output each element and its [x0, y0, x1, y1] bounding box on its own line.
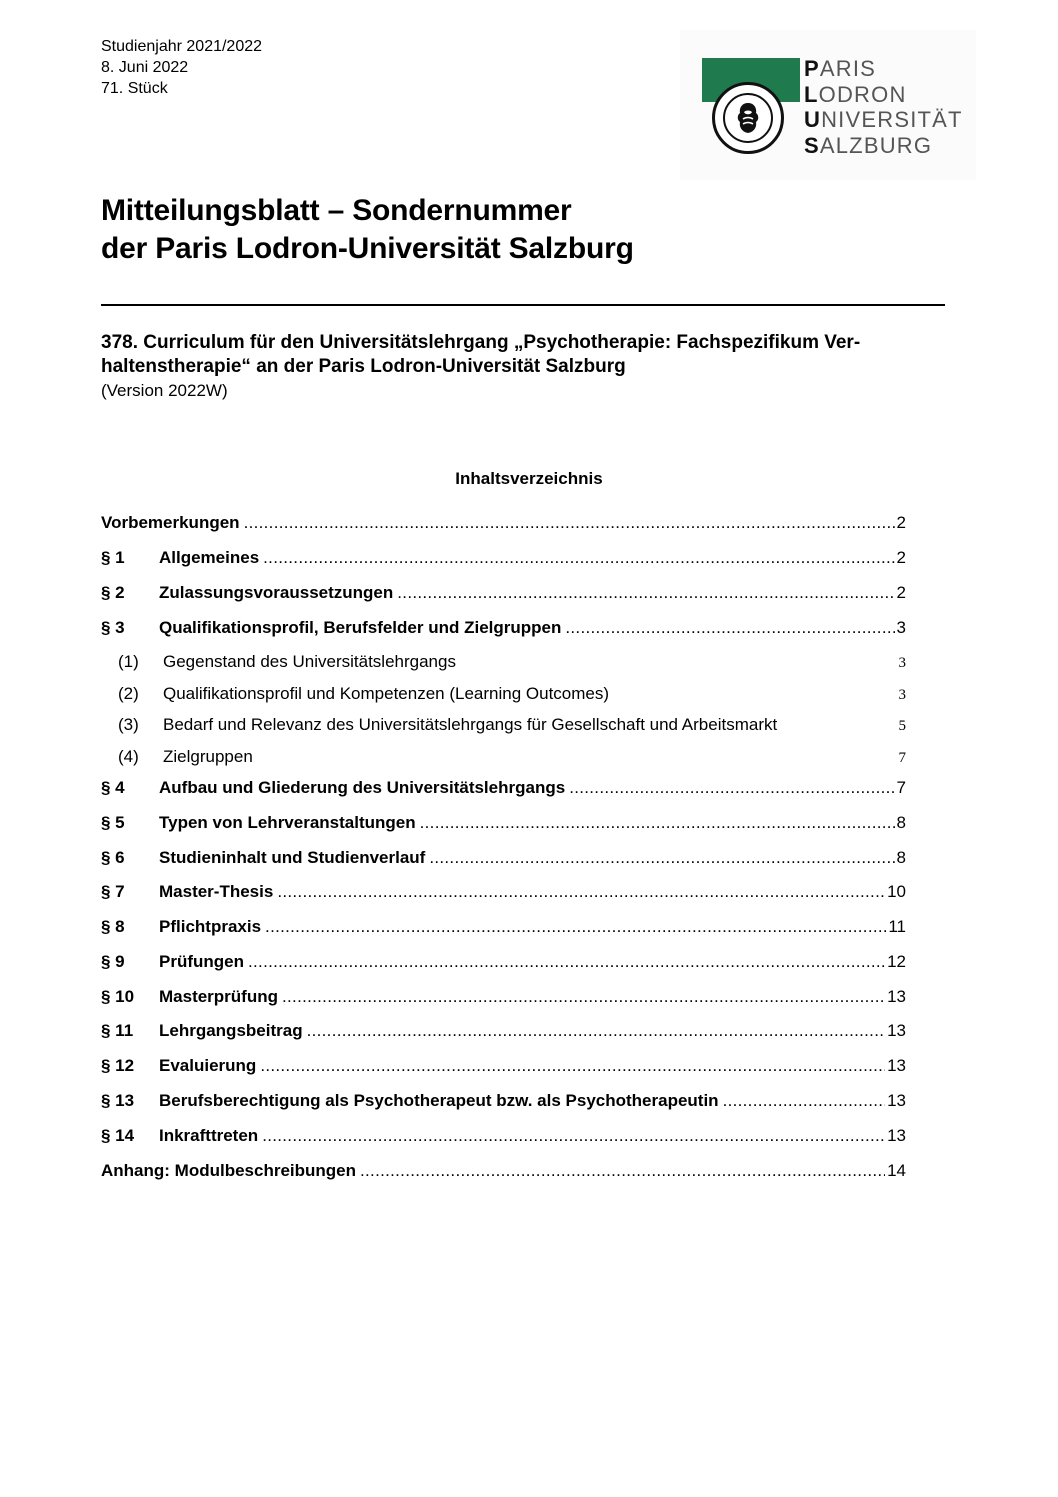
toc-heading: Inhaltsverzeichnis	[455, 469, 603, 488]
lion-icon	[732, 100, 764, 136]
toc-entry[interactable]: § 14 Inkrafttreten ..... 13	[101, 1126, 906, 1146]
toc-subentry[interactable]: (3) Bedarf und Relevanz des Universitätslehrgangs für Gesellschaft und Arbeitsmarkt 5	[118, 715, 906, 734]
toc-entry[interactable]: § 4 Aufbau und Gliederung des Universitätslehrgangs ..... 7	[101, 778, 906, 798]
toc-entry[interactable]: § 3 Qualifikationsprofil, Berufsfelder und Zielgruppen ..... 3	[101, 618, 906, 638]
toc-entry[interactable]: Vorbemerkungen ..... 2	[101, 513, 906, 533]
document-subtitle	[101, 331, 961, 403]
subtitle-line-1: 378. Curriculum für den Universitätslehrgang „Psychotherapie: Fachspezifikum Ver-	[101, 332, 861, 353]
toc-subentry[interactable]: (2) Qualifikationsprofil und Kompetenzen (Learning Outcomes) 3	[118, 684, 906, 703]
toc-entry[interactable]: § 8 Pflichtpraxis ..... 11	[101, 917, 906, 937]
university-logo	[680, 30, 976, 180]
toc-entry[interactable]: § 5 Typen von Lehrveranstaltungen ..... 8	[101, 813, 906, 833]
toc-subentry[interactable]: (4) Zielgruppen 7	[118, 747, 906, 766]
toc-entry[interactable]: § 10 Masterprüfung ..... 13	[101, 987, 906, 1007]
toc-entry[interactable]: § 11 Lehrgangsbeitrag ..... 13	[101, 1021, 906, 1041]
toc-entry[interactable]: § 13 Berufsberechtigung als Psychotherapeut bzw. als Psychotherapeutin ..... 13	[101, 1091, 906, 1111]
issue-date: 8. Juni 2022	[101, 59, 189, 76]
issue-number: 71. Stück	[101, 80, 168, 97]
toc-subentry[interactable]: (1) Gegenstand des Universitätslehrgangs 3	[118, 652, 906, 671]
toc-entry[interactable]: § 9 Prüfungen ..... 12	[101, 952, 906, 972]
issue-meta	[101, 36, 262, 99]
lion-seal-icon	[712, 82, 784, 154]
page-title	[101, 192, 634, 268]
toc-entry[interactable]: § 1 Allgemeines ..... 2	[101, 548, 906, 568]
title-line-1: Mitteilungsblatt – Sondernummer	[101, 194, 572, 227]
title-line-2: der Paris Lodron-Universität Salzburg	[101, 232, 634, 265]
logo-wordmark: PARIS LODRON UNIVERSITÄT SALZBURG	[804, 56, 963, 158]
title-divider	[101, 304, 945, 306]
toc-entry[interactable]: § 12 Evaluierung ..... 13	[101, 1056, 906, 1076]
toc-entry[interactable]: § 6 Studieninhalt und Studienverlauf ..... 8	[101, 848, 906, 868]
toc-entry[interactable]: § 7 Master-Thesis ..... 10	[101, 882, 906, 902]
version-label: (Version 2022W)	[101, 381, 228, 400]
toc-entry[interactable]: Anhang: Modulbeschreibungen ..... 14	[101, 1161, 906, 1181]
subtitle-line-2: haltenstherapie“ an der Paris Lodron-Universität Salzburg	[101, 356, 626, 377]
toc-entry[interactable]: § 2 Zulassungsvoraussetzungen ..... 2	[101, 583, 906, 603]
academic-year: Studienjahr 2021/2022	[101, 38, 263, 55]
